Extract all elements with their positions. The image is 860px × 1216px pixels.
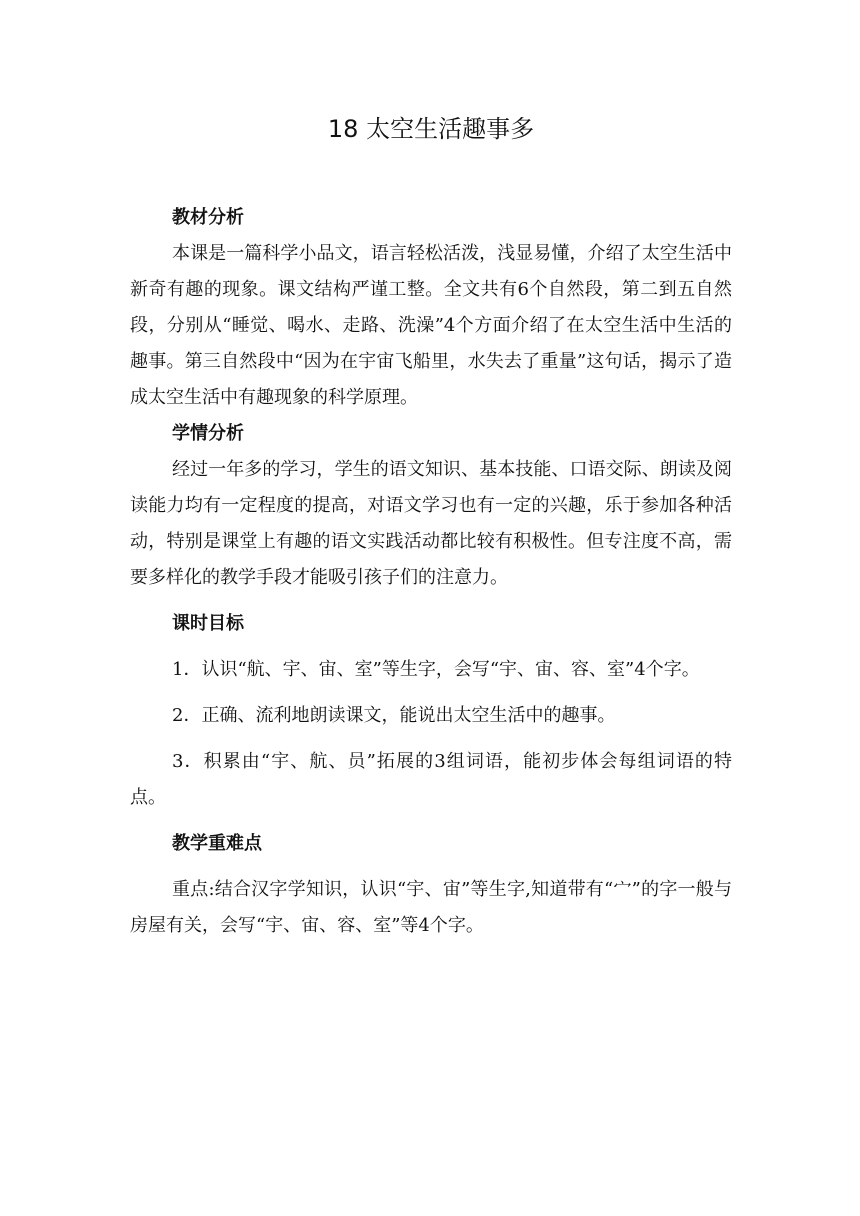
section-heading: 教材分析 xyxy=(172,207,244,228)
document-title: 18 太空生活趣事多 xyxy=(327,115,535,143)
objective-item: 1．认识“航、宇、宙、室”等生字，会写“宇、宙、容、室”4个字。 xyxy=(172,659,700,680)
section-heading: 课时目标 xyxy=(172,613,244,634)
section-lesson-objectives xyxy=(130,606,732,816)
objective-item: 2．正确、流利地朗读课文，能说出太空生活中的趣事。 xyxy=(172,705,616,726)
section-textbook-analysis xyxy=(130,200,732,416)
section-key-difficulties xyxy=(130,826,732,944)
paragraph: 本课是一篇科学小品文，语言轻松活泼，浅显易懂，介绍了太空生活中新奇有趣的现象。课文结构严谨工整。全文共有6个自然段，第二到五自然段，分别从“睡觉、喝水、走路、洗澡”4个方面介绍了在太空生活中生活的趣事。第三自然段中“因为在宇宙飞船里，水失去了重量”这句话，揭示了造成太空生活中有趣现象的科学原理。 xyxy=(130,243,732,408)
paragraph: 重点:结合汉字学知识，认识“宇、宙”等生字,知道带有“宀”的字一般与房屋有关，会写“宇、宙、容、室”等4个字。 xyxy=(130,879,732,936)
paragraph: 经过一年多的学习，学生的语文知识、基本技能、口语交际、朗读及阅读能力均有一定程度的提高，对语文学习也有一定的兴趣，乐于参加各种活动，特别是课堂上有趣的语文实践活动都比较有积极性。但专注度不高，需要多样化的教学手段才能吸引孩子们的注意力。 xyxy=(130,459,732,588)
section-heading: 学情分析 xyxy=(172,423,244,444)
section-heading: 教学重难点 xyxy=(172,833,262,854)
objective-item: 3．积累由“宇、航、员”拓展的3组词语，能初步体会每组词语的特点。 xyxy=(130,751,732,808)
document-body xyxy=(130,200,732,944)
section-student-analysis xyxy=(130,416,732,596)
